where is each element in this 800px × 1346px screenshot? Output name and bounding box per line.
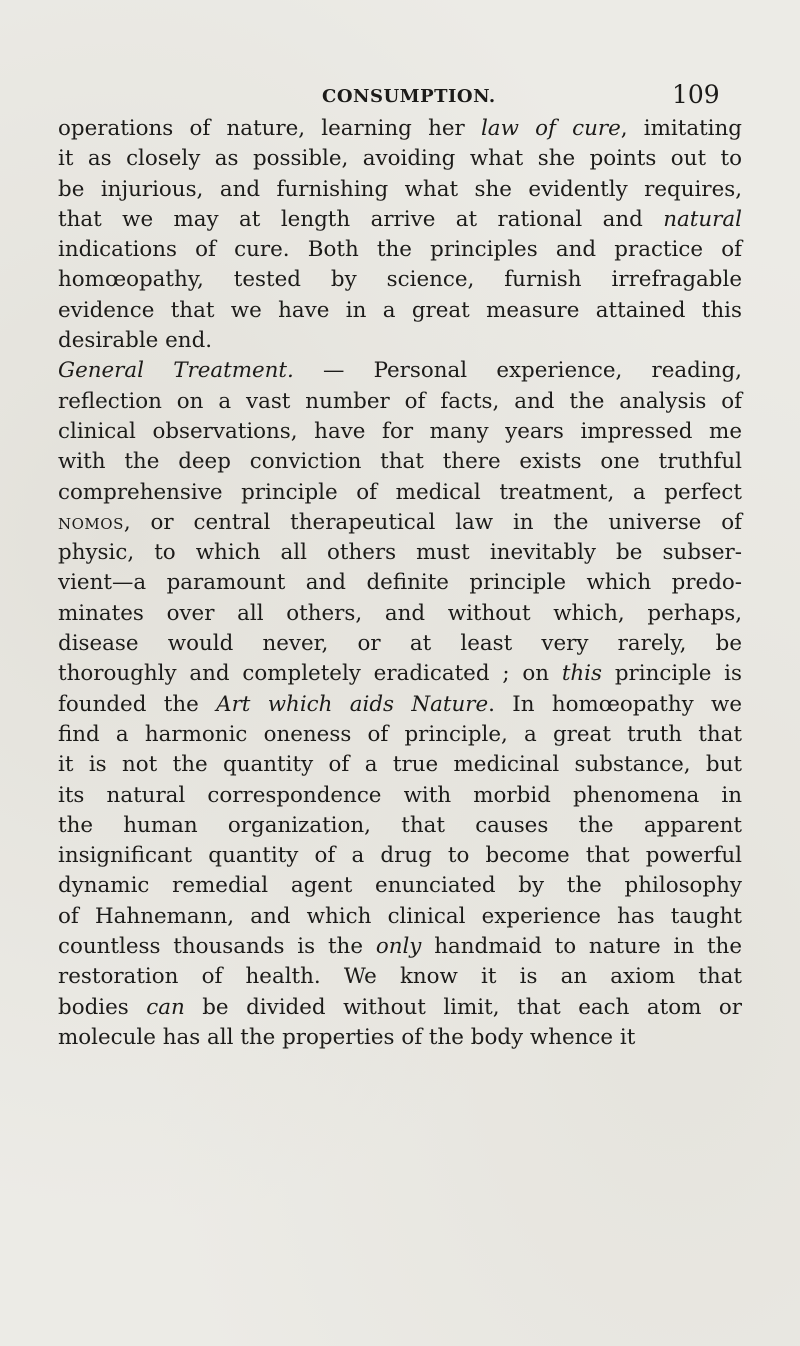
- text-line: desirable end.: [58, 328, 213, 354]
- text-line: clinical observations, have for many years impressed me: [58, 418, 742, 444]
- text-line: vient—a paramount and definite principle which predo-: [58, 570, 742, 596]
- italic-phrase: natural: [663, 206, 742, 232]
- text-line: molecule has all the properties of the body whence it: [58, 1024, 636, 1050]
- text-line: bodies can be divided without limit, that each atom or: [58, 994, 742, 1020]
- text-line: evidence that we have in a great measure attained this: [58, 297, 742, 323]
- italic-phrase: can: [146, 994, 185, 1020]
- text-line: the human organization, that causes the apparent: [58, 812, 742, 838]
- italic-phrase: General Treatment.: [58, 358, 294, 384]
- text-line: dynamic remedial agent enunciated by the philosophy: [58, 873, 742, 899]
- text-line: minates over all others, and without which, perhaps,: [58, 600, 742, 626]
- italic-phrase: only: [375, 934, 422, 960]
- text-line: with the deep conviction that there exists one truthful: [58, 449, 742, 475]
- italic-phrase: law of cure: [480, 116, 621, 141]
- text-line: of Hahnemann, and which clinical experience has taught: [58, 903, 742, 929]
- italic-phrase: Art which aids Nature: [216, 691, 489, 717]
- text-line: its natural correspondence with morbid phenomena in: [58, 782, 742, 808]
- text-line: insignificant quantity of a drug to become that powerful: [58, 843, 742, 869]
- running-head: [60, 78, 740, 110]
- text-line: indications of cure. Both the principles and practice of: [58, 237, 742, 263]
- small-caps-term: nomos: [58, 509, 124, 535]
- text-line: disease would never, or at least very rarely, be: [58, 631, 742, 657]
- body-text: [58, 114, 742, 1053]
- text-line: founded the Art which aids Nature. In homœopathy we: [58, 691, 743, 717]
- text-line: comprehensive principle of medical treatment, a perfect: [58, 479, 742, 505]
- text-line: physic, to which all others must inevitably be subser-: [58, 540, 742, 566]
- text-line: reflection on a vast number of facts, and the analysis of: [58, 388, 742, 414]
- page-number: 109: [672, 80, 720, 109]
- text-line: it as closely as possible, avoiding what she points out to: [58, 146, 742, 172]
- text-line: thoroughly and completely eradicated ; on this principle is: [58, 661, 742, 687]
- text-line: nomos, or central therapeutical law in the universe of: [58, 509, 742, 535]
- text-line: it is not the quantity of a true medicinal substance, but: [58, 752, 742, 778]
- text-line: restoration of health. We know it is an axiom that: [58, 964, 742, 990]
- text-line: homœopathy, tested by science, furnish irrefragable: [58, 267, 742, 293]
- text-line: find a harmonic oneness of principle, a great truth that: [58, 721, 742, 747]
- running-title: CONSUMPTION.: [322, 86, 496, 107]
- text-line: that we may at length arrive at rational and natural: [58, 206, 742, 232]
- text-line: countless thousands is the only handmaid to nature in the: [58, 934, 742, 960]
- italic-phrase: this: [561, 661, 603, 687]
- text-line: operations of nature, learning her law of cure, imitating: [58, 116, 742, 141]
- text-line: General Treatment. — Personal experience, reading,: [58, 358, 742, 384]
- text-line: be injurious, and furnishing what she evidently requires,: [58, 176, 742, 202]
